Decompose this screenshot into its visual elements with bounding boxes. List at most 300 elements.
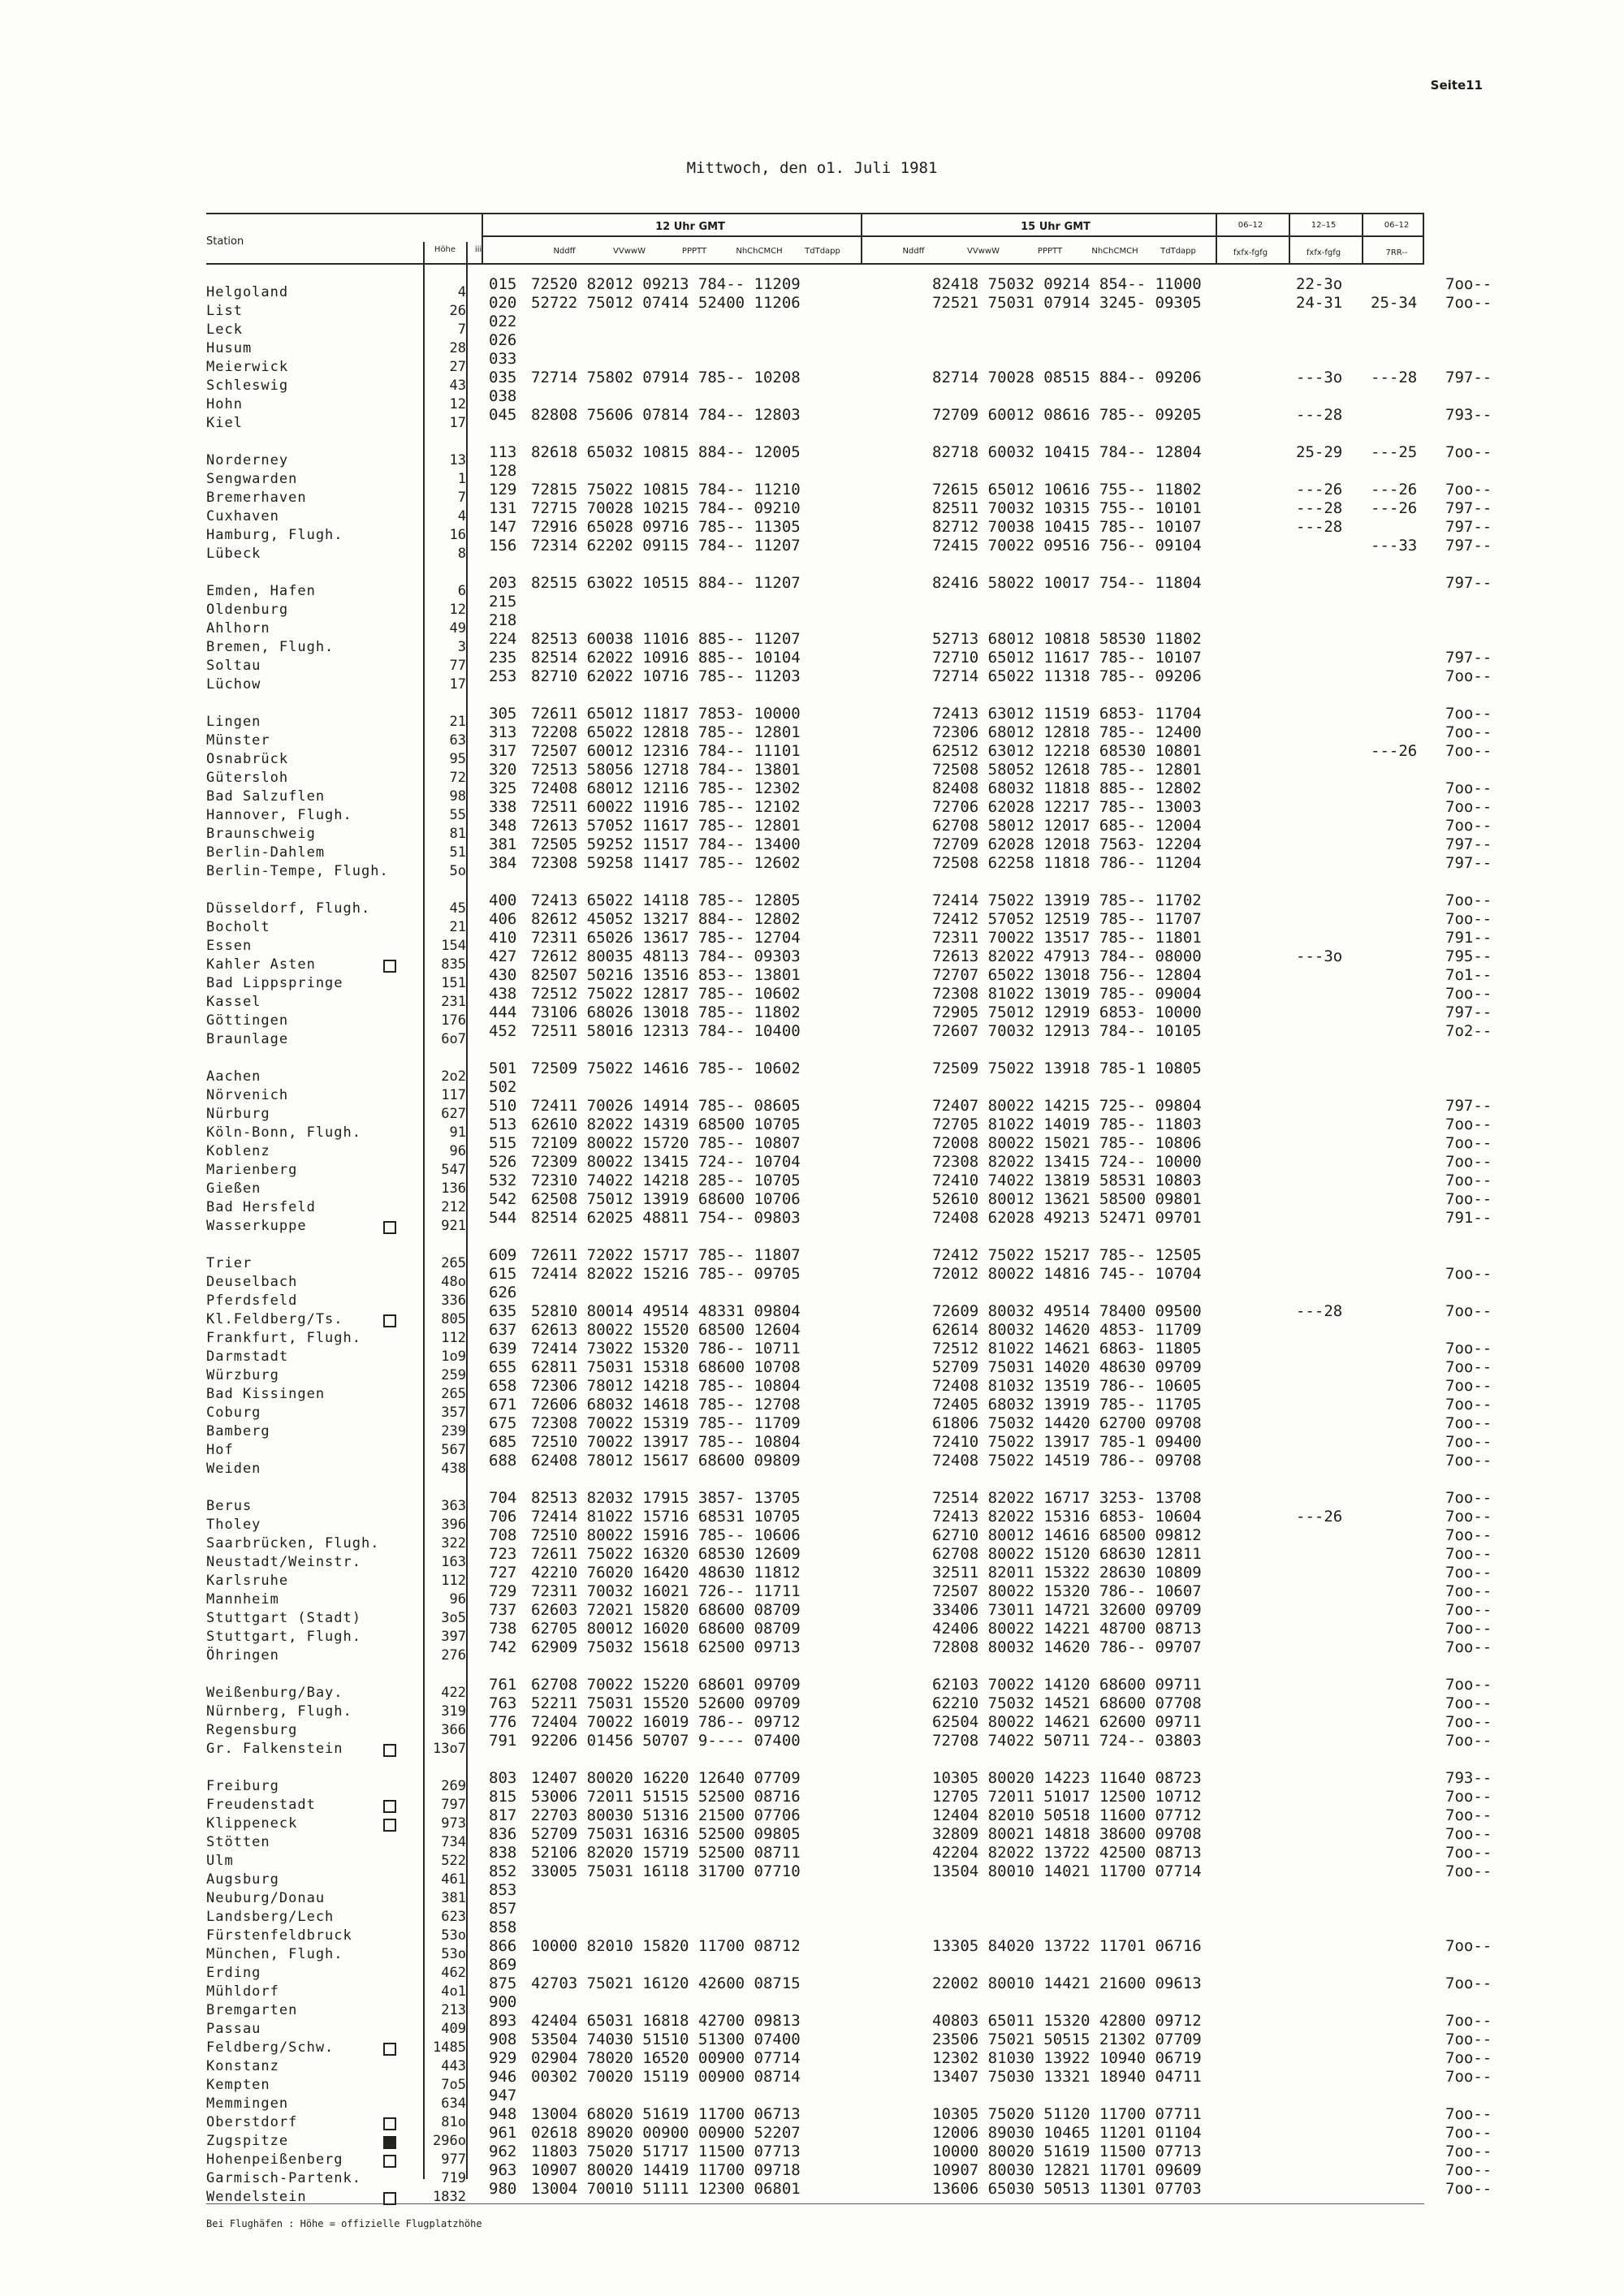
obs-15utc: 72710 65012 11617 785-- 10107 bbox=[932, 649, 1202, 667]
obs-12utc: 00302 70020 15119 00900 08714 bbox=[531, 2068, 801, 2086]
station-name: Mannheim bbox=[206, 1591, 279, 1608]
table-row bbox=[489, 1676, 1492, 1694]
station-name: Regensburg bbox=[206, 1722, 298, 1738]
obs-15utc: 72613 82022 47913 784-- 08000 bbox=[932, 947, 1202, 965]
gust-12-15: ---26 bbox=[1371, 481, 1418, 498]
station-height: 21 bbox=[449, 714, 466, 730]
station-height: 48o bbox=[441, 1274, 466, 1290]
code-06-12: 7oo-- bbox=[1445, 2161, 1492, 2179]
gust-12-15: ---26 bbox=[1371, 499, 1418, 517]
station-name: Fürstenfeldbruck bbox=[206, 1927, 352, 1944]
table-row bbox=[489, 369, 1492, 387]
obs-12utc: 82513 60038 11016 885-- 11207 bbox=[531, 630, 801, 648]
table-row bbox=[489, 1694, 1492, 1713]
obs-15utc: 72414 75022 13919 785-- 11702 bbox=[932, 891, 1202, 909]
col-a-title: 06–12 bbox=[1237, 221, 1263, 230]
col-nhc-1: NhChCMCH bbox=[736, 247, 783, 256]
obs-12utc: 72815 75022 10815 784-- 11210 bbox=[531, 481, 801, 498]
code-06-12: 7oo-- bbox=[1445, 1302, 1492, 1320]
obs-15utc: 72306 68012 12818 785-- 12400 bbox=[932, 723, 1202, 741]
obs-15utc: 12404 82010 50518 11600 07712 bbox=[932, 1806, 1202, 1824]
code-06-12: 7oo-- bbox=[1445, 817, 1492, 835]
obs-12utc: 62909 75032 15618 62500 09713 bbox=[531, 1638, 801, 1656]
table-row bbox=[489, 1060, 1439, 1078]
code-06-12: 7oo-- bbox=[1445, 1564, 1492, 1582]
station-name: Oldenburg bbox=[206, 602, 289, 618]
obs-12utc: 72916 65028 09716 785-- 11305 bbox=[531, 518, 801, 536]
station-index: 706 bbox=[489, 1508, 517, 1526]
gust-12-15: ---33 bbox=[1371, 537, 1418, 555]
code-06-12: 7oo-- bbox=[1445, 2124, 1492, 2142]
station-name: Erding bbox=[206, 1965, 261, 1981]
station-name: Kl.Feldberg/Ts. bbox=[206, 1310, 417, 1329]
table-row bbox=[489, 779, 1492, 798]
gust-06-12: ---28 bbox=[1296, 518, 1343, 536]
station-index: 963 bbox=[489, 2161, 517, 2179]
station-height: 627 bbox=[441, 1106, 466, 1122]
code-06-12: 7oo-- bbox=[1445, 1582, 1492, 1600]
station-height: 921 bbox=[441, 1218, 466, 1234]
station-name: Freiburg bbox=[206, 1778, 279, 1794]
obs-12utc: 72510 70022 13917 785-- 10804 bbox=[531, 1433, 801, 1451]
code-06-12: 7oo-- bbox=[1445, 985, 1492, 1003]
station-index: 708 bbox=[489, 1526, 517, 1544]
table-row bbox=[489, 1022, 1492, 1041]
obs-12utc: 52810 80014 49514 48331 09804 bbox=[531, 1302, 801, 1320]
station-index: 929 bbox=[489, 2049, 517, 2067]
station-height: 81 bbox=[449, 826, 466, 842]
code-06-12: 797-- bbox=[1445, 854, 1492, 872]
station-height: 12 bbox=[449, 396, 466, 412]
station-index: 131 bbox=[489, 499, 517, 517]
station-height: 176 bbox=[441, 1012, 466, 1029]
station-name: Neustadt/Weinstr. bbox=[206, 1554, 361, 1570]
station-index: 704 bbox=[489, 1489, 517, 1507]
station-height: 381 bbox=[441, 1890, 466, 1906]
station-index: 852 bbox=[489, 1862, 517, 1880]
obs-15utc: 22002 80010 14421 21600 09613 bbox=[932, 1974, 1202, 1992]
obs-12utc: 72404 70022 16019 786-- 09712 bbox=[531, 1713, 801, 1731]
obs-15utc: 72706 62028 12217 785-- 13003 bbox=[932, 798, 1202, 816]
table-row bbox=[489, 835, 1492, 854]
station-index: 688 bbox=[489, 1452, 517, 1470]
table-row bbox=[489, 1284, 1439, 1302]
obs-12utc: 72507 60012 12316 784-- 11101 bbox=[531, 742, 801, 760]
table-row bbox=[489, 649, 1492, 667]
table-row bbox=[489, 1713, 1492, 1732]
table-row bbox=[489, 1396, 1492, 1414]
obs-15utc: 72405 68032 13919 785-- 11705 bbox=[932, 1396, 1202, 1413]
station-name: Münster bbox=[206, 732, 270, 749]
table-row bbox=[489, 1452, 1492, 1470]
station-index: 513 bbox=[489, 1116, 517, 1133]
obs-15utc: 52610 80012 13621 58500 09801 bbox=[932, 1190, 1202, 1208]
table-row bbox=[489, 294, 1492, 313]
col-tdtd-2: TdTdapp bbox=[1160, 247, 1196, 256]
station-height: 3o5 bbox=[441, 1610, 466, 1626]
code-06-12: 7oo-- bbox=[1445, 2105, 1492, 2123]
header-bottom-rule bbox=[206, 263, 1424, 265]
obs-12utc: 62811 75031 15318 68600 10708 bbox=[531, 1358, 801, 1376]
station-index: 033 bbox=[489, 350, 517, 368]
station-name: Kempten bbox=[206, 2077, 270, 2093]
code-06-12: 7oo-- bbox=[1445, 2012, 1492, 2030]
table-row bbox=[489, 611, 1439, 630]
col-nddff-2: Nddff bbox=[902, 247, 925, 256]
station-name: Braunschweig bbox=[206, 826, 316, 842]
table-row bbox=[489, 1900, 1439, 1918]
code-06-12: 7oo-- bbox=[1445, 891, 1492, 909]
table-row bbox=[489, 406, 1492, 425]
station-height: 5o bbox=[449, 863, 466, 879]
obs-12utc: 52211 75031 15520 52600 09709 bbox=[531, 1694, 801, 1712]
obs-15utc: 72514 82022 16717 3253- 13708 bbox=[932, 1489, 1202, 1507]
code-06-12: 7oo-- bbox=[1445, 1974, 1492, 1992]
station-index: 045 bbox=[489, 406, 517, 424]
station-height: 2o2 bbox=[441, 1068, 466, 1085]
station-name: Bocholt bbox=[206, 919, 270, 935]
station-name: Stuttgart, Flugh. bbox=[206, 1629, 361, 1645]
station-name: Berus bbox=[206, 1498, 253, 1514]
open-square-icon bbox=[383, 960, 396, 973]
obs-12utc: 62610 82022 14319 68500 10705 bbox=[531, 1116, 801, 1133]
station-height: 16 bbox=[449, 527, 466, 543]
obs-12utc: 02904 78020 16520 00900 07714 bbox=[531, 2049, 801, 2067]
code-06-12: 7oo-- bbox=[1445, 1620, 1492, 1638]
station-index: 655 bbox=[489, 1358, 517, 1376]
code-06-12: 7oo-- bbox=[1445, 1638, 1492, 1656]
station-height: 12 bbox=[449, 602, 466, 618]
table-row bbox=[489, 350, 1439, 369]
obs-12utc: 62408 78012 15617 68600 09809 bbox=[531, 1452, 801, 1470]
station-index: 875 bbox=[489, 1974, 517, 1992]
obs-12utc: 72311 65026 13617 785-- 12704 bbox=[531, 929, 801, 947]
station-height: 212 bbox=[441, 1199, 466, 1215]
obs-15utc: 62210 75032 14521 68600 07708 bbox=[932, 1694, 1202, 1712]
station-height: 6o7 bbox=[441, 1031, 466, 1047]
table-row bbox=[489, 481, 1492, 499]
station-name: Kiel bbox=[206, 415, 243, 431]
obs-12utc: 53006 72011 51515 52500 08716 bbox=[531, 1788, 801, 1806]
obs-15utc: 82416 58022 10017 754-- 11804 bbox=[932, 574, 1202, 592]
obs-15utc: 72308 82022 13415 724-- 10000 bbox=[932, 1153, 1202, 1171]
station-name: Weiden bbox=[206, 1461, 261, 1477]
obs-12utc: 72310 74022 14218 285-- 10705 bbox=[531, 1172, 801, 1189]
table-row bbox=[489, 331, 1439, 350]
table-row bbox=[489, 1769, 1492, 1788]
station-index: 609 bbox=[489, 1246, 517, 1264]
obs-12utc: 73106 68026 13018 785-- 11802 bbox=[531, 1003, 801, 1021]
code-06-12: 7oo-- bbox=[1445, 723, 1492, 741]
station-name: Weißenburg/Bay. bbox=[206, 1685, 343, 1701]
table-row bbox=[489, 1601, 1492, 1620]
code-06-12: 7oo-- bbox=[1445, 1377, 1492, 1395]
station-index: 763 bbox=[489, 1694, 517, 1712]
station-height: 117 bbox=[441, 1087, 466, 1103]
table-row bbox=[489, 630, 1439, 649]
station-name: Berlin-Tempe, Flugh. bbox=[206, 863, 389, 879]
station-name: Ahlhorn bbox=[206, 620, 270, 637]
gust-06-12: ---3o bbox=[1296, 947, 1343, 965]
station-height: 296o bbox=[433, 2133, 466, 2149]
obs-15utc: 72507 80022 15320 786-- 10607 bbox=[932, 1582, 1202, 1600]
station-height: 45 bbox=[449, 900, 466, 917]
obs-15utc: 72413 82022 15316 6853- 10604 bbox=[932, 1508, 1202, 1526]
station-name: Osnabrück bbox=[206, 751, 289, 767]
table-row bbox=[489, 2031, 1492, 2049]
obs-12utc: 72414 73022 15320 786-- 10711 bbox=[531, 1340, 801, 1357]
obs-12utc: 72520 82012 09213 784-- 11209 bbox=[531, 275, 801, 293]
code-06-12: 7oo-- bbox=[1445, 1414, 1492, 1432]
station-index: 658 bbox=[489, 1377, 517, 1395]
obs-12utc: 72511 60022 11916 785-- 12102 bbox=[531, 798, 801, 816]
obs-15utc: 10305 75020 51120 11700 07711 bbox=[932, 2105, 1202, 2123]
table-row bbox=[489, 1638, 1492, 1657]
station-index: 685 bbox=[489, 1433, 517, 1451]
station-index: 947 bbox=[489, 2087, 517, 2104]
station-height: 8 bbox=[457, 546, 466, 562]
station-height: 91 bbox=[449, 1124, 466, 1141]
station-index: 836 bbox=[489, 1825, 517, 1843]
obs-15utc: 62708 80022 15120 68630 12811 bbox=[932, 1545, 1202, 1563]
station-index: 738 bbox=[489, 1620, 517, 1638]
station-name: Koblenz bbox=[206, 1143, 270, 1159]
code-06-12: 797-- bbox=[1445, 1097, 1492, 1115]
station-name: Darmstadt bbox=[206, 1349, 289, 1365]
gust-12-15: ---25 bbox=[1371, 443, 1418, 461]
obs-12utc: 82515 63022 10515 884-- 11207 bbox=[531, 574, 801, 592]
table-row bbox=[489, 1937, 1492, 1956]
table-row bbox=[489, 518, 1492, 537]
station-index: 761 bbox=[489, 1676, 517, 1694]
hoehe-right-rule bbox=[466, 242, 468, 2179]
station-height: 319 bbox=[441, 1703, 466, 1720]
open-square-icon bbox=[383, 1221, 396, 1234]
station-name: Coburg bbox=[206, 1405, 261, 1421]
station-name: Helgoland bbox=[206, 284, 289, 300]
obs-12utc: 72505 59252 11517 784-- 13400 bbox=[531, 835, 801, 853]
obs-12utc: 72509 75022 14616 785-- 10602 bbox=[531, 1060, 801, 1077]
table-row bbox=[489, 761, 1439, 779]
station-index: 338 bbox=[489, 798, 517, 816]
station-name: Wasserkuppe bbox=[206, 1217, 417, 1236]
table-row bbox=[489, 1844, 1492, 1862]
station-index: 635 bbox=[489, 1302, 517, 1320]
station-index: 526 bbox=[489, 1153, 517, 1171]
obs-12utc: 72414 82022 15216 785-- 09705 bbox=[531, 1265, 801, 1283]
code-06-12: 7oo-- bbox=[1445, 1862, 1492, 1880]
obs-15utc: 82418 75032 09214 854-- 11000 bbox=[932, 275, 1202, 293]
obs-12utc: 62705 80012 16020 68600 08709 bbox=[531, 1620, 801, 1638]
table-row bbox=[489, 1134, 1492, 1153]
station-height: 269 bbox=[441, 1778, 466, 1794]
obs-12utc: 72513 58056 12718 784-- 13801 bbox=[531, 761, 801, 779]
col-ppptt-1: PPPTT bbox=[681, 247, 707, 256]
table-row bbox=[489, 1862, 1492, 1881]
obs-15utc: 72615 65012 10616 755-- 11802 bbox=[932, 481, 1202, 498]
station-height: 154 bbox=[441, 938, 466, 954]
obs-12utc: 72306 78012 14218 785-- 10804 bbox=[531, 1377, 801, 1395]
obs-15utc: 72407 80022 14215 725-- 09804 bbox=[932, 1097, 1202, 1115]
table-row bbox=[489, 1358, 1492, 1377]
station-index: 962 bbox=[489, 2143, 517, 2160]
obs-15utc: 10907 80030 12821 11701 09609 bbox=[932, 2161, 1202, 2179]
obs-12utc: 13004 70010 51111 12300 06801 bbox=[531, 2180, 801, 2198]
station-height: 322 bbox=[441, 1535, 466, 1552]
table-row bbox=[489, 1564, 1492, 1582]
station-name: Deuselbach bbox=[206, 1274, 298, 1290]
table-row bbox=[489, 1788, 1492, 1806]
table-row bbox=[489, 1993, 1439, 2012]
station-name: Passau bbox=[206, 2021, 261, 2037]
obs-15utc: 61806 75032 14420 62700 09708 bbox=[932, 1414, 1202, 1432]
station-index: 020 bbox=[489, 294, 517, 312]
code-06-12: 7oo-- bbox=[1445, 798, 1492, 816]
station-height: 461 bbox=[441, 1871, 466, 1888]
obs-12utc: 72408 68012 12116 785-- 12302 bbox=[531, 779, 801, 797]
station-name: Nürnberg, Flugh. bbox=[206, 1703, 352, 1720]
obs-12utc: 72109 80022 15720 785-- 10807 bbox=[531, 1134, 801, 1152]
station-name: Neuburg/Donau bbox=[206, 1890, 326, 1906]
code-06-12: 7oo-- bbox=[1445, 1265, 1492, 1283]
station-index: 129 bbox=[489, 481, 517, 498]
obs-15utc: 42204 82022 13722 42500 08713 bbox=[932, 1844, 1202, 1862]
table-row bbox=[489, 742, 1492, 761]
obs-15utc: 62512 63012 12218 68530 10801 bbox=[932, 742, 1202, 760]
obs-12utc: 72715 70028 10215 784-- 09210 bbox=[531, 499, 801, 517]
gust-06-12: ---26 bbox=[1296, 481, 1343, 498]
group2-title: 15 Uhr GMT bbox=[1021, 221, 1091, 233]
code-06-12: 7oo-- bbox=[1445, 1134, 1492, 1152]
obs-12utc: 72308 59258 11417 785-- 12602 bbox=[531, 854, 801, 872]
code-06-12: 7oo-- bbox=[1445, 779, 1492, 797]
station-name: Gütersloh bbox=[206, 770, 289, 786]
obs-15utc: 72412 57052 12519 785-- 11707 bbox=[932, 910, 1202, 928]
station-height: 95 bbox=[449, 751, 466, 767]
station-height: 547 bbox=[441, 1162, 466, 1178]
code-06-12: 7oo-- bbox=[1445, 275, 1492, 293]
station-name: Zugspitze bbox=[206, 2132, 417, 2151]
station-index: 637 bbox=[489, 1321, 517, 1339]
obs-12utc: 52709 75031 16316 52500 09805 bbox=[531, 1825, 801, 1843]
station-index: 253 bbox=[489, 667, 517, 685]
obs-15utc: 72012 80022 14816 745-- 10704 bbox=[932, 1265, 1202, 1283]
obs-12utc: 82507 50216 13516 853-- 13801 bbox=[531, 966, 801, 984]
station-index: 838 bbox=[489, 1844, 517, 1862]
obs-15utc: 12705 72011 51017 12500 10712 bbox=[932, 1788, 1202, 1806]
station-index: 313 bbox=[489, 723, 517, 741]
station-name: München, Flugh. bbox=[206, 1946, 343, 1962]
station-height: 634 bbox=[441, 2095, 466, 2112]
open-square-icon bbox=[383, 1314, 396, 1327]
right-group-rule bbox=[1216, 235, 1424, 237]
obs-15utc: 72512 81022 14621 6863- 11805 bbox=[932, 1340, 1202, 1357]
filled-square-icon bbox=[383, 2136, 396, 2149]
obs-12utc: 12407 80020 16220 12640 07709 bbox=[531, 1769, 801, 1787]
station-name: Emden, Hafen bbox=[206, 583, 316, 599]
header-top-rule bbox=[206, 213, 1424, 214]
station-height: 81o bbox=[441, 2114, 466, 2130]
code-06-12: 797-- bbox=[1445, 369, 1492, 386]
station-height: 1485 bbox=[433, 2039, 466, 2056]
obs-12utc: 72511 58016 12313 784-- 10400 bbox=[531, 1022, 801, 1040]
station-index: 869 bbox=[489, 1956, 517, 1974]
code-06-12: 791-- bbox=[1445, 929, 1492, 947]
code-06-12: 797-- bbox=[1445, 537, 1492, 555]
station-name: Cuxhaven bbox=[206, 508, 279, 524]
gust-06-12: ---28 bbox=[1296, 406, 1343, 424]
table-row bbox=[489, 1918, 1439, 1937]
station-name: Husum bbox=[206, 340, 253, 356]
table-row bbox=[489, 1825, 1492, 1844]
table-row bbox=[489, 985, 1492, 1003]
station-height: 973 bbox=[441, 1815, 466, 1832]
obs-12utc: 10000 82010 15820 11700 08712 bbox=[531, 1937, 801, 1955]
station-index: 348 bbox=[489, 817, 517, 835]
obs-15utc: 42406 80022 14221 48700 08713 bbox=[932, 1620, 1202, 1638]
obs-15utc: 82718 60032 10415 784-- 12804 bbox=[932, 443, 1202, 461]
station-index: 438 bbox=[489, 985, 517, 1003]
table-row bbox=[489, 574, 1492, 593]
station-name: Lüchow bbox=[206, 676, 261, 693]
code-06-12: 7oo-- bbox=[1445, 1396, 1492, 1413]
code-06-12: 7oo-- bbox=[1445, 1116, 1492, 1133]
station-index: 815 bbox=[489, 1788, 517, 1806]
obs-15utc: 82712 70038 10415 785-- 10107 bbox=[932, 518, 1202, 536]
code-06-12: 797-- bbox=[1445, 518, 1492, 536]
page-title: Mittwoch, den o1. Juli 1981 bbox=[686, 159, 938, 177]
code-06-12: 7oo-- bbox=[1445, 705, 1492, 723]
obs-15utc: 62614 80032 14620 4853- 11709 bbox=[932, 1321, 1202, 1339]
obs-15utc: 13504 80010 14021 11700 07714 bbox=[932, 1862, 1202, 1880]
station-index: 218 bbox=[489, 611, 517, 629]
code-06-12: 7oo-- bbox=[1445, 1508, 1492, 1526]
open-square-icon bbox=[383, 2043, 396, 2056]
station-height: 49 bbox=[449, 620, 466, 637]
table-row bbox=[489, 2068, 1492, 2087]
code-06-12: 7oo-- bbox=[1445, 1844, 1492, 1862]
station-name: Bad Hersfeld bbox=[206, 1199, 316, 1215]
table-row bbox=[489, 929, 1492, 947]
table-row bbox=[489, 1172, 1492, 1190]
station-height: 3 bbox=[457, 639, 466, 655]
table-row bbox=[489, 275, 1492, 294]
station-name: Garmisch-Partenk. bbox=[206, 2170, 361, 2186]
station-height: 7o5 bbox=[441, 2077, 466, 2093]
obs-15utc: 62708 58012 12017 685-- 12004 bbox=[932, 817, 1202, 835]
obs-15utc: 32809 80021 14818 38600 09708 bbox=[932, 1825, 1202, 1843]
obs-12utc: 82710 62022 10716 785-- 11203 bbox=[531, 667, 801, 685]
station-name: Saarbrücken, Flugh. bbox=[206, 1535, 380, 1552]
table-row bbox=[489, 1265, 1492, 1284]
station-index: 128 bbox=[489, 462, 517, 480]
station-height: 55 bbox=[449, 807, 466, 823]
station-index: 742 bbox=[489, 1638, 517, 1656]
station-name: Stuttgart (Stadt) bbox=[206, 1610, 361, 1626]
station-name: Memmingen bbox=[206, 2095, 289, 2112]
obs-15utc: 13305 84020 13722 11701 06716 bbox=[932, 1937, 1202, 1955]
station-name: Kahler Asten bbox=[206, 956, 417, 974]
station-name: Essen bbox=[206, 938, 253, 954]
obs-12utc: 72308 70022 15319 785-- 11709 bbox=[531, 1414, 801, 1432]
table-row bbox=[489, 1582, 1492, 1601]
station-index: 015 bbox=[489, 275, 517, 293]
footnote: Bei Flughäfen : Höhe = offizielle Flugplatzhöhe bbox=[206, 2218, 482, 2229]
obs-15utc: 72808 80032 14620 786-- 09707 bbox=[932, 1638, 1202, 1656]
obs-15utc: 10305 80020 14223 11640 08723 bbox=[932, 1769, 1202, 1787]
station-name: Meierwick bbox=[206, 359, 289, 375]
code-06-12: 7oo-- bbox=[1445, 1172, 1492, 1189]
